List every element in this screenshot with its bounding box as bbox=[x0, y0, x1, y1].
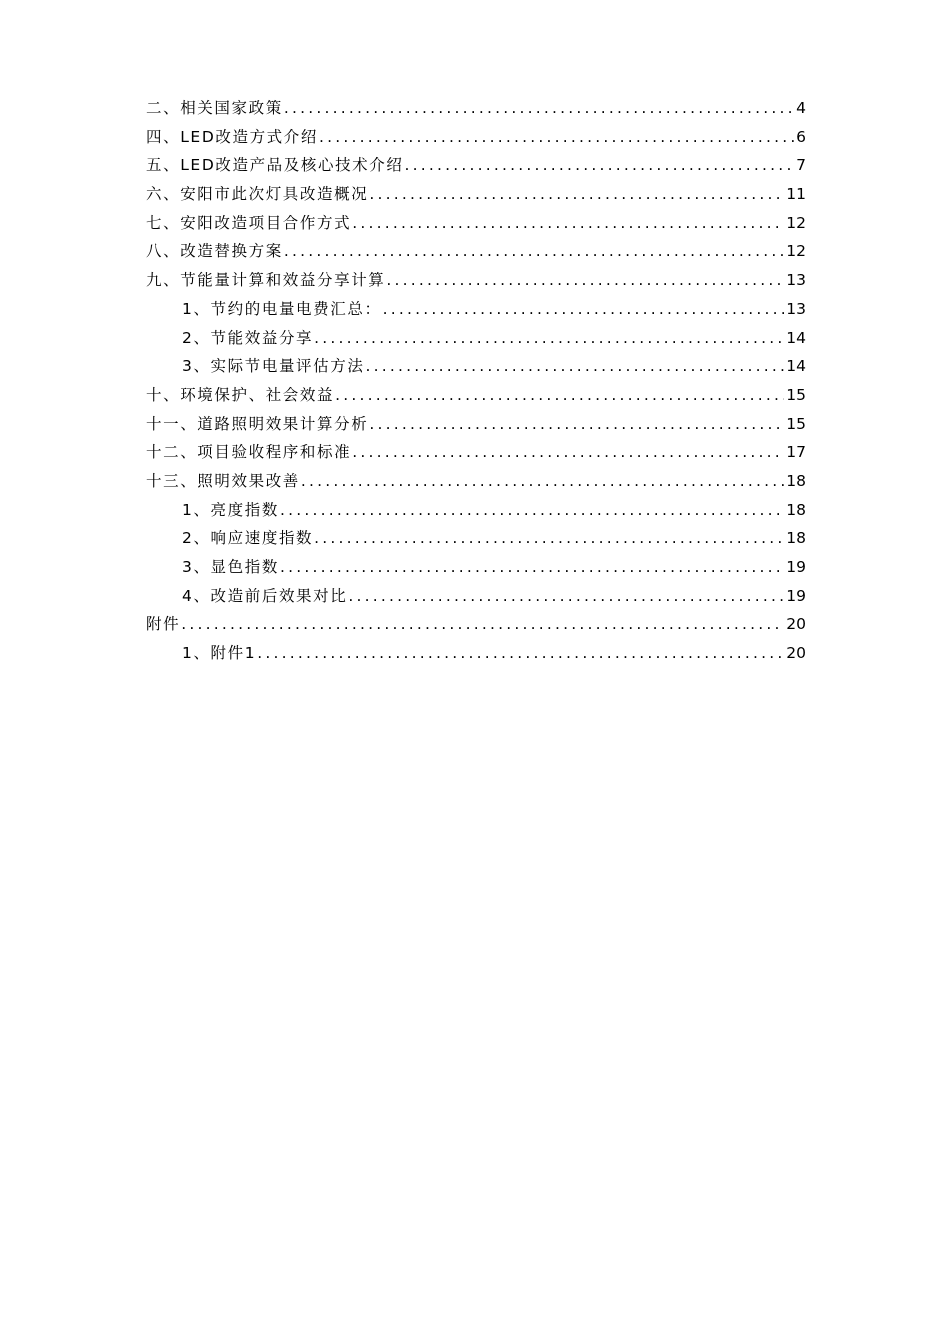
toc-dot-leader bbox=[280, 496, 784, 525]
toc-entry-page: 13 bbox=[786, 299, 806, 318]
toc-entry-title: 十、环境保护、社会效益 bbox=[146, 385, 335, 404]
toc-entry-title: 六、安阳市此次灯具改造概况 bbox=[146, 185, 369, 204]
toc-entry[interactable] bbox=[146, 324, 806, 353]
toc-entry-page: 20 bbox=[786, 644, 806, 663]
toc-entry-page: 14 bbox=[786, 357, 806, 376]
toc-entry-page: 19 bbox=[786, 586, 806, 605]
toc-entry-page: 18 bbox=[786, 471, 806, 490]
toc-dot-leader bbox=[257, 639, 784, 668]
toc-entry[interactable] bbox=[146, 94, 806, 123]
toc-entry-page: 15 bbox=[786, 385, 806, 404]
toc-entry[interactable] bbox=[146, 237, 806, 266]
toc-entry-title: 十一、道路照明效果计算分析 bbox=[146, 414, 369, 433]
toc-dot-leader bbox=[284, 94, 794, 123]
toc-entry-title: 1、附件1 bbox=[182, 644, 257, 663]
toc-entry[interactable] bbox=[146, 123, 806, 152]
toc-dot-leader bbox=[352, 438, 784, 467]
toc-entry[interactable] bbox=[146, 524, 806, 553]
toc-dot-leader bbox=[314, 524, 784, 553]
toc-entry[interactable] bbox=[146, 467, 806, 496]
toc-entry-page: 17 bbox=[786, 443, 806, 462]
toc-entry-title: 2、节能效益分享 bbox=[182, 328, 314, 347]
toc-entry-title: 1、亮度指数 bbox=[182, 500, 279, 519]
toc-dot-leader bbox=[314, 324, 784, 353]
toc-entry-page: 7 bbox=[796, 156, 806, 175]
toc-entry-title: 九、节能量计算和效益分享计算 bbox=[146, 271, 386, 290]
toc-entry-page: 12 bbox=[786, 213, 806, 232]
toc-entry[interactable] bbox=[146, 209, 806, 238]
toc-entry-title: 附件 bbox=[146, 615, 181, 634]
toc-dot-leader bbox=[383, 295, 785, 324]
toc-entry[interactable] bbox=[146, 639, 806, 668]
toc-entry-page: 12 bbox=[786, 242, 806, 261]
toc-entry-title: 四、LED改造方式介绍 bbox=[146, 127, 318, 146]
toc-dot-leader bbox=[365, 352, 784, 381]
toc-entry-title: 2、响应速度指数 bbox=[182, 529, 314, 548]
toc-entry-page: 20 bbox=[786, 615, 806, 634]
toc-dot-leader bbox=[280, 553, 784, 582]
toc-entry-title: 八、改造替换方案 bbox=[146, 242, 283, 261]
toc-entry-title: 3、实际节电量评估方法 bbox=[182, 357, 365, 376]
toc-entry-page: 19 bbox=[786, 558, 806, 576]
toc-entry-page: 6 bbox=[796, 127, 806, 146]
toc-dot-leader bbox=[181, 610, 784, 639]
toc-entry-page: 15 bbox=[786, 414, 806, 433]
toc-entry[interactable] bbox=[146, 410, 806, 439]
toc-entry[interactable] bbox=[146, 352, 806, 381]
toc-entry[interactable] bbox=[146, 553, 806, 582]
toc-entry[interactable] bbox=[146, 295, 806, 324]
toc-entry-page: 4 bbox=[796, 99, 806, 117]
toc-entry-page: 18 bbox=[786, 529, 806, 548]
toc-dot-leader bbox=[369, 180, 784, 209]
toc-dot-leader bbox=[335, 381, 784, 410]
toc-dot-leader bbox=[404, 151, 794, 180]
toc-entry[interactable] bbox=[146, 582, 806, 611]
toc-dot-leader bbox=[348, 582, 784, 611]
table-of-contents bbox=[146, 94, 806, 668]
toc-dot-leader bbox=[284, 237, 784, 266]
toc-entry-page: 11 bbox=[786, 185, 806, 204]
toc-entry-title: 4、改造前后效果对比 bbox=[182, 586, 348, 605]
toc-dot-leader bbox=[369, 410, 784, 439]
toc-entry-title: 十二、项目验收程序和标准 bbox=[146, 443, 352, 462]
toc-dot-leader bbox=[319, 123, 794, 152]
toc-dot-leader bbox=[301, 467, 784, 496]
toc-entry[interactable] bbox=[146, 496, 806, 525]
toc-entry[interactable] bbox=[146, 151, 806, 180]
toc-entry-page: 14 bbox=[786, 328, 806, 347]
toc-entry[interactable] bbox=[146, 180, 806, 209]
toc-entry[interactable] bbox=[146, 381, 806, 410]
toc-entry-title: 3、显色指数 bbox=[182, 558, 279, 576]
toc-entry-page: 13 bbox=[786, 271, 806, 290]
toc-entry-title: 1、节约的电量电费汇总： bbox=[182, 299, 382, 318]
toc-entry[interactable] bbox=[146, 610, 806, 639]
toc-dot-leader bbox=[352, 209, 784, 238]
toc-entry[interactable] bbox=[146, 266, 806, 295]
toc-entry-title: 七、安阳改造项目合作方式 bbox=[146, 213, 352, 232]
toc-entry-title: 二、相关国家政策 bbox=[146, 99, 283, 117]
toc-entry-page: 18 bbox=[786, 500, 806, 519]
toc-entry[interactable] bbox=[146, 438, 806, 467]
toc-dot-leader bbox=[386, 266, 784, 295]
toc-entry-title: 五、LED改造产品及核心技术介绍 bbox=[146, 156, 404, 175]
toc-entry-title: 十三、照明效果改善 bbox=[146, 471, 300, 490]
